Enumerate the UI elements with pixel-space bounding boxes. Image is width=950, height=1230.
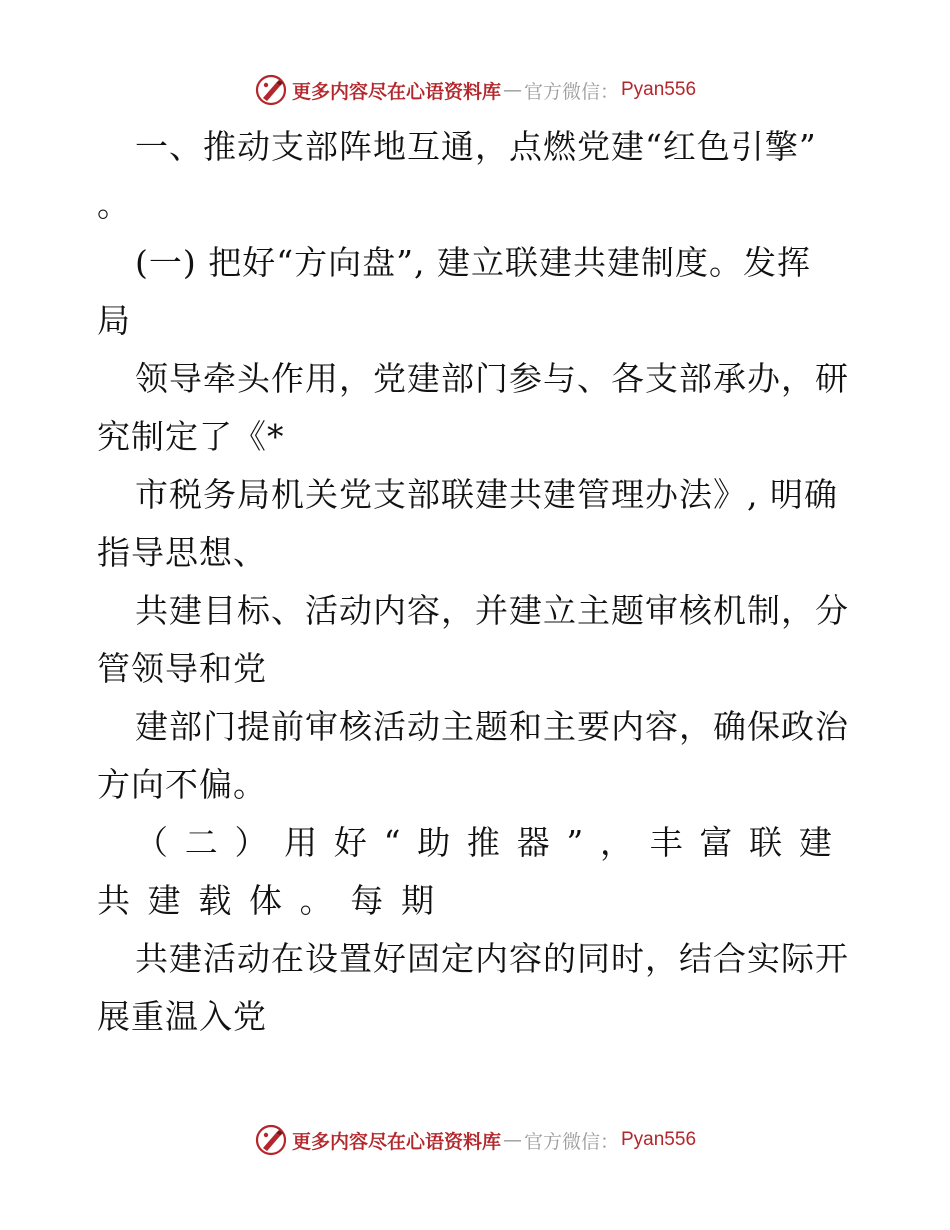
spread-char: 共: [97, 881, 131, 920]
text-line: 建部门提前审核活动主题和主要内容，确保政治: [135, 707, 849, 746]
spread-char: 。: [299, 881, 334, 920]
spread-char: 好: [333, 823, 368, 862]
spread-char: 丰: [649, 823, 684, 862]
text-line: 领导牵头作用，党建部门参与、各支部承办，研: [135, 359, 849, 398]
text-line: 共建活动在设置好固定内容的同时，结合实际开: [135, 939, 849, 978]
spread-char: 富: [699, 823, 734, 862]
watermark-wechat-id: Pyan556: [621, 79, 697, 100]
footer-watermark: [0, 1120, 950, 1160]
spread-char: ”: [566, 823, 585, 862]
watermark-separator: —: [502, 79, 522, 101]
spread-char: 助: [417, 823, 452, 862]
watermark-site-name: 更多内容尽在心语资料库: [291, 1130, 501, 1153]
spread-char: 每: [350, 881, 385, 920]
text-line: [97, 872, 857, 930]
pen-logo-icon: [254, 1123, 288, 1157]
subheading-line: (一) 把好“方向盘”, 建立联建共建制度。发挥: [135, 243, 811, 282]
spread-char: 体: [248, 881, 283, 920]
header-watermark: [0, 70, 950, 110]
document-body: [97, 118, 857, 1046]
watermark-site-name: 更多内容尽在心语资料库: [291, 80, 501, 103]
pen-logo-icon: [254, 73, 288, 107]
spread-text: [97, 872, 435, 930]
spread-char: “: [383, 823, 402, 862]
watermark-wechat-id: Pyan556: [621, 1129, 697, 1150]
text-line: 局: [97, 301, 131, 340]
watermark-wechat-label: 官方微信：: [523, 1130, 619, 1153]
spread-char: 用: [284, 823, 319, 862]
watermark-wechat-label: 官方微信：: [523, 80, 619, 103]
spread-char: 推: [466, 823, 501, 862]
text-line: 指导思想、: [97, 533, 267, 572]
text-line: 展重温入党: [97, 997, 267, 1036]
subheading-line: [97, 814, 857, 872]
spread-char: 器: [516, 823, 551, 862]
spread-char: 期: [400, 881, 435, 920]
spread-char: （: [135, 823, 169, 862]
text-line: 共建目标、活动内容，并建立主题审核机制，分: [135, 591, 849, 630]
spread-char: 二: [184, 823, 219, 862]
spread-char: 载: [198, 881, 233, 920]
heading-line: 一、推动支部阵地互通，点燃党建“红色引擎”: [135, 127, 817, 166]
watermark-separator: —: [502, 1129, 522, 1151]
text-line: 市税务局机关党支部联建共建管理办法》, 明确: [135, 475, 838, 514]
spread-char: ）: [234, 823, 269, 862]
text-line: 管领导和党: [97, 649, 267, 688]
text-line: 究制定了《*: [97, 417, 285, 456]
spread-char: 建: [147, 881, 182, 920]
text-line: 。: [97, 185, 131, 224]
spread-char: 联: [749, 823, 784, 862]
text-line: 方向不偏。: [97, 765, 267, 804]
spread-char: 建: [798, 823, 833, 862]
spread-char: ，: [599, 823, 634, 862]
spread-text: [135, 814, 833, 872]
